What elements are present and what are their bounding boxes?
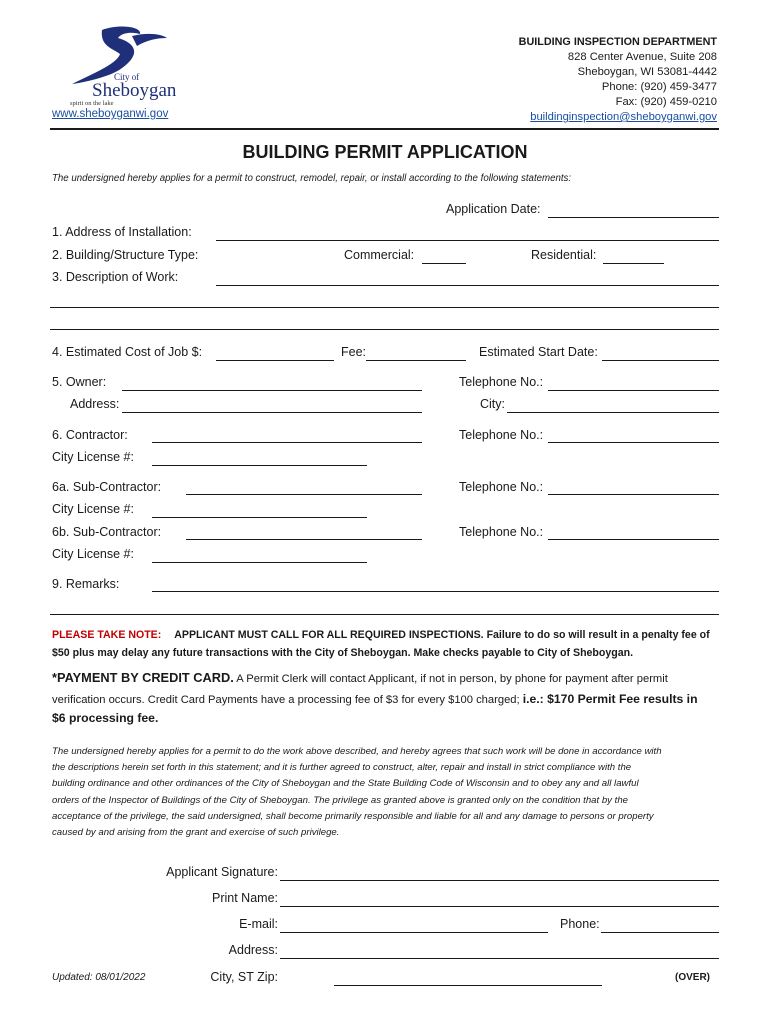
intro-text: The undersigned hereby applies for a permit to construct, remodel, repair, or install according to the following statements: [52, 173, 572, 184]
application-date-label: Application Date: [446, 202, 541, 216]
header-divider [50, 128, 719, 130]
description-field-3[interactable] [50, 329, 719, 330]
payment-text-1: A Permit Clerk will contact Applicant, if not in person, by phone for payment after permit [233, 673, 668, 685]
department-email-link[interactable]: buildinginspection@sheboyganwi.gov [530, 111, 717, 123]
signature-phone-field[interactable] [601, 932, 719, 933]
logo-sheboygan: Sheboygan [92, 80, 177, 101]
website-link[interactable]: www.sheboyganwi.gov [52, 108, 169, 120]
remarks-field-2[interactable] [50, 614, 719, 615]
owner-city-field[interactable] [507, 412, 719, 413]
sub-contractor-6b-field[interactable] [186, 539, 422, 540]
signature-address-field[interactable] [280, 958, 719, 959]
legal-line: building ordinance and other ordinances of the City of Sheboygan and the State Building Code of Wisconsin and to obey any and all lawful [52, 778, 639, 790]
estimated-start-field[interactable] [602, 360, 719, 361]
department-address-2: Sheboygan, WI 53081-4442 [577, 66, 717, 78]
department-fax: Fax: (920) 459-0210 [615, 96, 717, 108]
legal-line: acceptance of the privilege, the said undersigned, shall become primarily responsible and liable for all and any damage to persons or property [52, 810, 654, 822]
email-field[interactable] [280, 932, 548, 933]
sub-contractor-6a-license-field[interactable] [152, 517, 367, 518]
description-label: 3. Description of Work: [52, 270, 179, 284]
owner-address-field[interactable] [122, 412, 422, 413]
sub-contractor-6b-telephone-field[interactable] [548, 539, 719, 540]
address-installation-label: 1. Address of Installation: [52, 225, 192, 239]
signature-phone-label: Phone: [560, 917, 600, 931]
page-title: BUILDING PERMIT APPLICATION [242, 142, 528, 162]
remarks-label: 9. Remarks: [52, 577, 120, 591]
legal-paragraph [52, 744, 662, 841]
payment-line-1 [52, 670, 668, 685]
payment-bold-2: $6 processing fee. [52, 711, 159, 725]
owner-address-label: Address: [70, 397, 120, 411]
legal-line: The undersigned hereby applies for a permit to do the work above described, and hereby agrees that such work will be done in accordance with [52, 746, 662, 757]
payment-text-2: verification occurs. Credit Card Payments have a processing fee of $3 for every $100 charged; [52, 694, 523, 706]
sub-contractor-6b-license-label: City License #: [52, 547, 134, 561]
estimated-start-label: Estimated Start Date: [479, 345, 598, 359]
commercial-field[interactable] [422, 263, 466, 264]
over-note: (OVER) [675, 972, 710, 983]
sub-contractor-6a-license-label: City License #: [52, 502, 134, 516]
department-name: BUILDING INSPECTION DEPARTMENT [518, 36, 717, 48]
city-st-zip-label: City, ST Zip: [210, 970, 278, 984]
sub-contractor-6a-telephone-field[interactable] [548, 494, 719, 495]
contractor-label: 6. Contractor: [52, 428, 128, 442]
sub-contractor-6b-license-field[interactable] [152, 562, 367, 563]
city-logo [62, 24, 182, 110]
sub-contractor-6b-telephone-label: Telephone No.: [459, 525, 544, 539]
contractor-field[interactable] [152, 442, 422, 443]
applicant-signature-label: Applicant Signature: [166, 865, 278, 879]
legal-line: the descriptions herein set forth in this statement; and it is further agreed to construct, alter, repair and install in strict compliance with the [52, 762, 632, 774]
print-name-label: Print Name: [212, 891, 278, 905]
notice-text-2: $50 plus may delay any future transactions with the City of Sheboygan. Make checks payable to City of Sheboygan. [52, 647, 634, 659]
contractor-license-label: City License #: [52, 450, 134, 464]
residential-field[interactable] [603, 263, 664, 264]
description-field-1[interactable] [216, 285, 719, 286]
sub-contractor-6b-label: 6b. Sub-Contractor: [52, 525, 162, 539]
department-phone: Phone: (920) 459-3477 [601, 81, 717, 93]
department-address-1: 828 Center Avenue, Suite 208 [567, 51, 717, 63]
notice-text-1: APPLICANT MUST CALL FOR ALL REQUIRED INSPECTIONS. Failure to do so will result in a penalty fee of [174, 629, 710, 641]
legal-line: orders of the Inspector of Buildings of the City of Sheboygan. The privilege as granted above is granted only on the condition that by the [52, 794, 628, 806]
sub-contractor-6a-field[interactable] [186, 494, 422, 495]
signature-address-label: Address: [228, 943, 278, 957]
sub-contractor-6a-label: 6a. Sub-Contractor: [52, 480, 162, 494]
notice-label: PLEASE TAKE NOTE: [52, 629, 162, 641]
address-installation-field[interactable] [216, 240, 719, 241]
print-name-field[interactable] [280, 906, 719, 907]
owner-field[interactable] [122, 390, 422, 391]
remarks-field-1[interactable] [152, 591, 719, 592]
commercial-label: Commercial: [344, 248, 415, 262]
owner-label: 5. Owner: [52, 375, 107, 389]
building-type-label: 2. Building/Structure Type: [52, 248, 199, 262]
owner-telephone-field[interactable] [548, 390, 719, 391]
notice-line-1 [52, 629, 710, 641]
logo-city-of: City of [114, 72, 140, 82]
description-field-2[interactable] [50, 307, 719, 308]
legal-line: caused by and arising from the grant and exercise of such privilege. [52, 827, 340, 839]
city-st-zip-field[interactable] [334, 985, 602, 986]
estimated-cost-field[interactable] [216, 360, 334, 361]
email-label: E-mail: [239, 917, 278, 931]
payment-bold-1: i.e.: $170 Permit Fee results in [522, 692, 698, 706]
estimated-cost-label: 4. Estimated Cost of Job $: [52, 345, 203, 359]
logo-tagline: spirit on the lake [70, 100, 114, 107]
residential-label: Residential: [531, 248, 597, 262]
sub-contractor-6a-telephone-label: Telephone No.: [459, 480, 544, 494]
contractor-license-field[interactable] [152, 465, 367, 466]
applicant-signature-field[interactable] [280, 880, 719, 881]
fee-label: Fee: [341, 345, 367, 359]
application-date-field[interactable] [548, 217, 719, 218]
owner-city-label: City: [480, 397, 505, 411]
payment-heading: *PAYMENT BY CREDIT CARD. [52, 670, 234, 685]
payment-line-2 [52, 692, 698, 706]
fee-field[interactable] [366, 360, 466, 361]
contractor-telephone-field[interactable] [548, 442, 719, 443]
owner-telephone-label: Telephone No.: [459, 375, 544, 389]
updated-date: Updated: 08/01/2022 [52, 972, 146, 983]
contractor-telephone-label: Telephone No.: [459, 428, 544, 442]
